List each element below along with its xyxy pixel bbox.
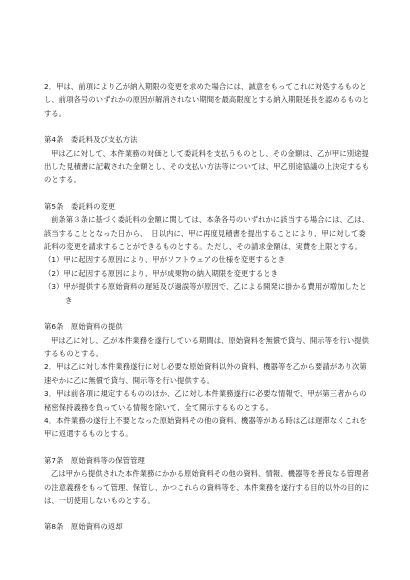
article-7-heading: 第7条 原始資料等の保管管理 <box>44 455 145 465</box>
article-4-heading: 第4条 委託料及び支払方法 <box>44 135 138 145</box>
article-6-item-3: 3．甲は前各項に規定するもののほか、乙に対し本件業務遂行に必要な情報で、甲が第三者からの秘密保持義務を負っている情報を除いて、全て開示するものとする。 <box>44 389 367 412</box>
article-6-heading: 第6条 原始資料の提供 <box>44 322 123 332</box>
article-5-item-2: （2）甲に起因する原因により、甲が成果物の納入期限を変更するとき <box>44 268 279 278</box>
article-5-body: 前条第３条に基づく委託料の金額に関しては、本条各号のいずれかに該当する場合には、乙は、該当することとなった日から、 日以内に、甲に再度見積書を提出することにより、甲に対して委託料の変更を請求することができるものとする。ただし、その請求金額は、実費を上限とする。 <box>44 215 370 252</box>
article-5-item-3: （3）甲が提供する原始資料の遅延及び過誤等が原因で、乙による開発に掛かる費用が増加したとき <box>44 282 367 305</box>
article-5-item-1: （1）甲に起因する原因により、甲がソフトウェアの仕様を変更するとき <box>44 255 286 265</box>
article-7-body: 乙は甲から提供された本件業務にかかる原始資料その他の資料、情報、機器等を善良なる管理者の注意義務をもって管理、保管し、かつこれらの資料等を、本件業務を遂行する目的以外の目的には、一切使用しないものとする。 <box>44 469 370 505</box>
article-6-item-2: 2．甲は乙に対し本件業務遂行に対し必要な原始資料以外の資料、機器等を乙から要請があり次第速やかに乙に無償で貸与、開示等を行い提供する。 <box>44 362 367 385</box>
article-8-heading: 第8条 原始資料の返却 <box>44 522 123 532</box>
article-6-item-4: 4．本件業務の遂行上不要となった原始資料その他の資料、機器等がある時は乙は遅滞なくこれを甲に返還するものとする。 <box>44 415 367 439</box>
article-6-body: 甲は乙に対し、乙が本件業務を遂行している期間は、原始資料を無償で貸与、開示等を行い提供するものとする。 <box>44 335 370 358</box>
document-body <box>44 80 372 534</box>
article-4-body: 甲は乙に対して、本件業務の対価として委託料を支払うものとし、その金額は、乙が甲に別途提出した見積書に記載された金額とし、その支払い方法等については、甲乙別途協議の上決定するものとする。 <box>44 148 370 185</box>
article-5-heading: 第5条 委託料の変更 <box>44 201 116 211</box>
article-3-item-2: 2．甲は、前項により乙が納入期限の変更を求めた場合には、誠意をもってこれに対処するものとし、前項各号のいずれかの原因が解消されない期間を最高限度とする納入期限延長を認めるものとする。 <box>44 82 370 118</box>
